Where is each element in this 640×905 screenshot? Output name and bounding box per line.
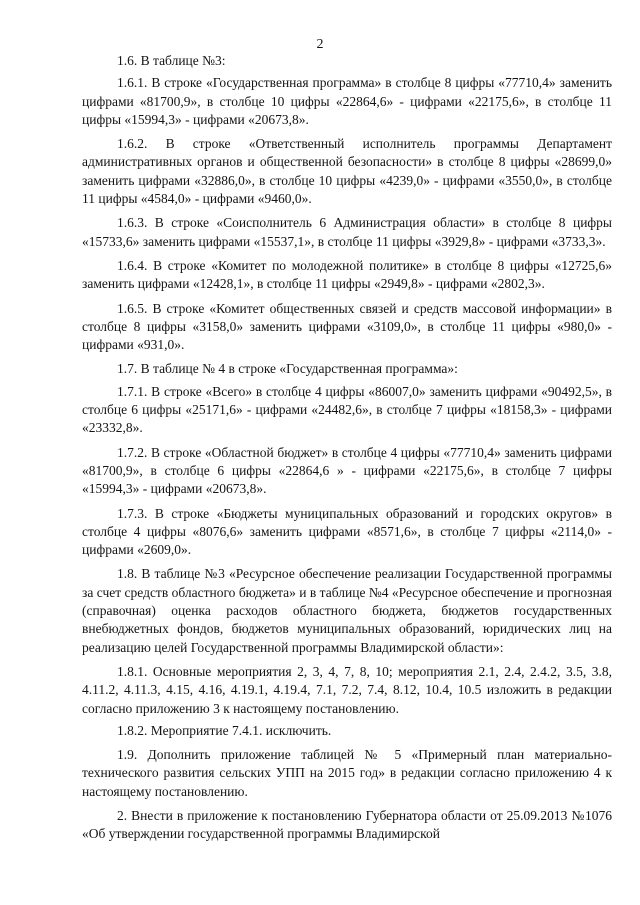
paragraph-1-9: 1.9. Дополнить приложение таблицей № 5 «Примерный план материально-технического развития сельских УПП на 2015 год» в редакции согласно приложению 4 к настоящему постановлению. [82,747,612,799]
paragraph-1-8-2: 1.8.2. Мероприятие 7.4.1. исключить. [117,722,332,738]
paragraph-2: 2. Внести в приложение к постановлению Губернатора области от 25.09.2013 №1076 «Об утверждении государственной программы Владимирской [82,807,612,842]
page-number: 2 [316,37,324,52]
paragraph-1-7-2: 1.7.2. В строке «Областной бюджет» в столбце 4 цифры «77710,4» заменить цифрами «81700,9», в столбце 6 цифры «22864,6 » - цифрами «22175,6», в столбце 7 цифры «15994,3» - цифрами «20673,8». [82,444,612,497]
paragraph-1-6-5: 1.6.5. В строке «Комитет общественных связей и средств массовой информации» в столбце 8 цифры «3158,0» заменить цифрами «3109,0», в столбце 11 цифры «980,0» - цифрами «931,0». [82,300,612,353]
paragraph-1-6-4: 1.6.4. В строке «Комитет по молодежной политике» в столбце 8 цифры «12725,6» заменить цифрами «12428,1», в столбце 11 цифры «2949,8» - цифрами «2802,3». [82,257,612,292]
paragraph-1-6: 1.6. В таблице №3: [117,53,226,68]
document-body [82,52,612,844]
paragraph-1-8-1: 1.8.1. Основные мероприятия 2, 3, 4, 7, 8, 10; мероприятия 2.1, 2.4, 2.4.2, 3.5, 3.8, 4.11.2, 4.11.3, 4.15, 4.16, 4.19.1, 4.19.4, 7.1, 7.2, 7.4, 8.12, 10.4, 10.5 изложить в редакции согласно приложению 3 к настоящему постановлению. [82,663,612,716]
paragraph-1-7: 1.7. В таблице № 4 в строке «Государственная программа»: [117,361,458,377]
paragraph-1-6-3: 1.6.3. В строке «Соисполнитель 6 Администрация области» в столбце 8 цифры «15733,6» заменить цифрами «15537,1», в столбце 11 цифры «3929,8» - цифрами «3733,3». [82,215,612,249]
paragraph-1-7-1: 1.7.1. В строке «Всего» в столбце 4 цифры «86007,0» заменить цифрами «90492,5», в столбце 6 цифры «25171,6» - цифрами «24482,6», в столбце 7 цифры «18158,3» - цифрами «23332,8». [82,383,612,436]
paragraph-1-8: 1.8. В таблице №3 «Ресурсное обеспечение реализации Государственной программы за счет средств областного бюджета» и в таблице №4 «Ресурсное обеспечение и прогнозная (справочная) оценка расходов областного бюджета, бюджетов государственных внебюджетных фондов, бюджетов муниципальных образований, юридических лиц на реализацию целей Государственной программы Владимирской области»: [82,566,612,655]
paragraph-1-6-2: 1.6.2. В строке «Ответственный исполнитель программы Департамент административных органов и общественной безопасности» в столбце 8 цифры «28699,0» заменить цифрами «32886,0», в столбце 10 цифры «4239,0» - цифрами «3550,0», в столбце 11 цифры «4584,0» - цифрами «9460,0». [82,136,612,207]
paragraph-1-7-3: 1.7.3. В строке «Бюджеты муниципальных образований и городских округов» в столбце 4 цифры «8076,6» заменить цифрами «8571,6», в столбце 7 цифры «2114,0» - цифрами «2609,0». [82,505,612,558]
paragraph-1-6-1: 1.6.1. В строке «Государственная программа» в столбце 8 цифры «77710,4» заменить цифрами «81700,9», в столбце 10 цифры «22864,6» - цифрами «22175,6», в столбце 11 цифры «15994,3» - цифрами «20673,8». [82,75,612,127]
